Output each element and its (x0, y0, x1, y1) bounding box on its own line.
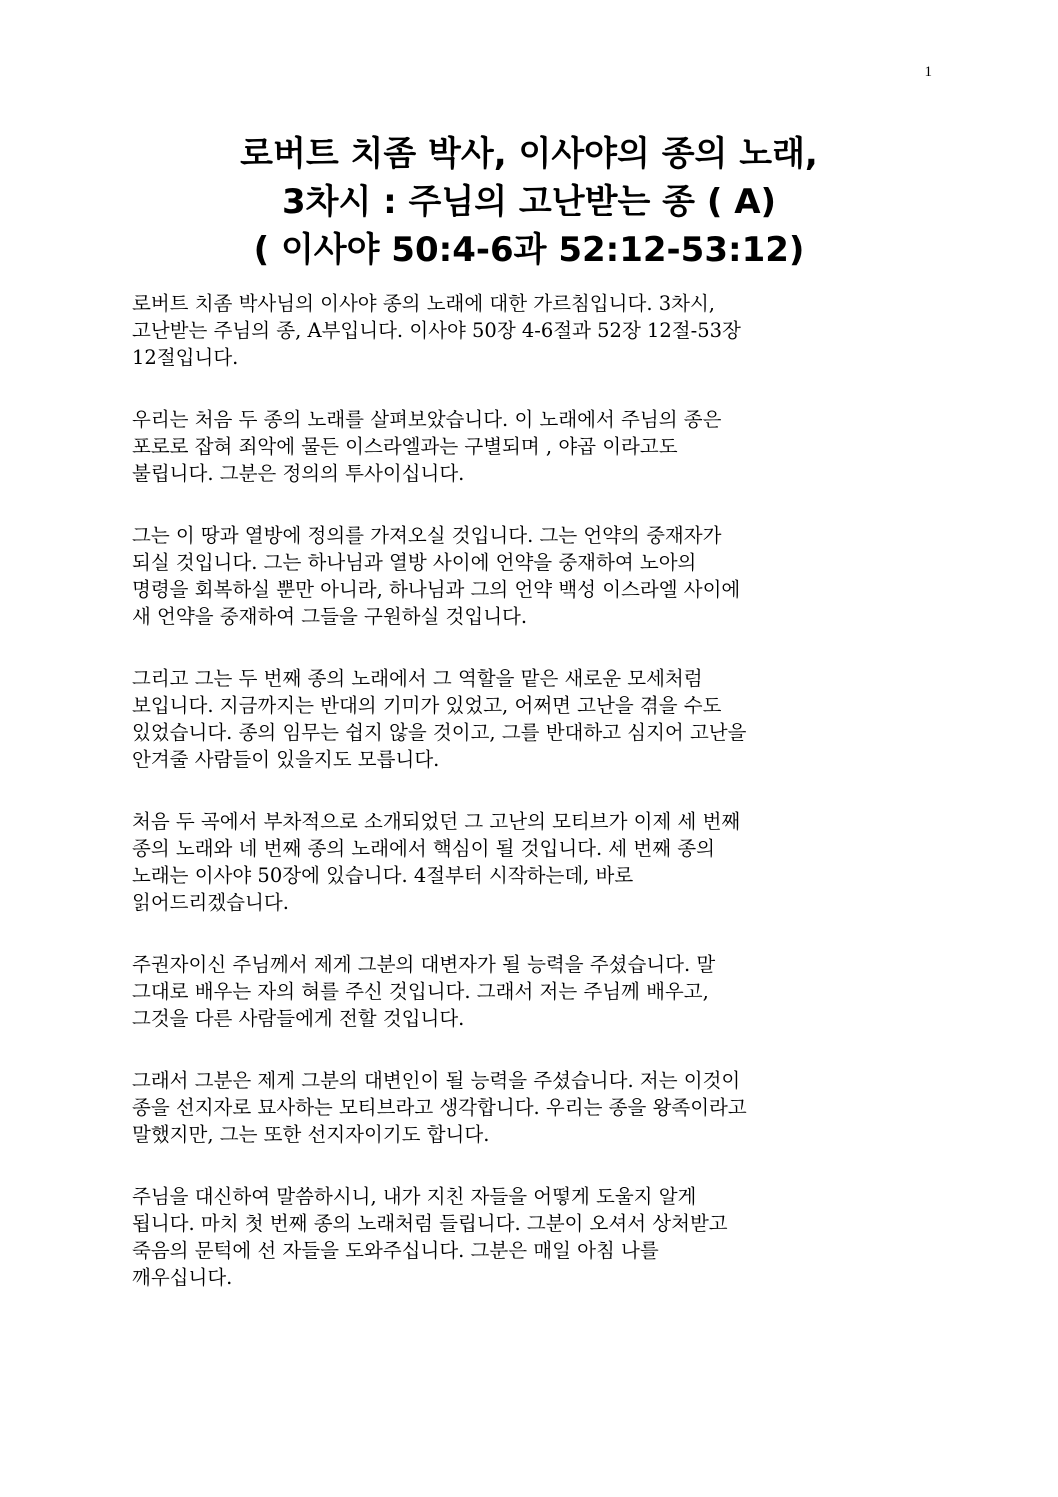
paragraph-line: 새 언약을 중재하여 그들을 구원하실 것입니다. (132, 605, 528, 628)
paragraph-line: 우리는 처음 두 종의 노래를 살펴보았습니다. 이 노래에서 주님의 종은 (132, 408, 722, 431)
paragraph-line: 노래는 이사야 50장에 있습니다. 4절부터 시작하는데, 바로 (132, 864, 634, 887)
paragraph-line: 그대로 배우는 자의 혀를 주신 것입니다. 그래서 저는 주님께 배우고, (132, 980, 709, 1003)
page-number: 1 (924, 64, 932, 80)
paragraph-line: 로버트 치좀 박사님의 이사야 종의 노래에 대한 가르침입니다. 3차시, (132, 292, 715, 315)
paragraph-7 (132, 1067, 932, 1148)
paragraph-line: 12절입니다. (132, 346, 239, 369)
paragraph-line: 그것을 다른 사람들에게 전할 것입니다. (132, 1007, 465, 1030)
paragraph-line: 있었습니다. 종의 임무는 쉽지 않을 것이고, 그를 반대하고 심지어 고난을 (132, 721, 747, 744)
paragraph-4 (132, 665, 932, 773)
paragraph-line: 안겨줄 사람들이 있을지도 모릅니다. (132, 748, 440, 771)
paragraph-line: 그는 이 땅과 열방에 정의를 가져오실 것입니다. 그는 언약의 중재자가 (132, 524, 722, 547)
paragraph-3 (132, 522, 932, 630)
paragraph-8 (132, 1183, 932, 1291)
paragraph-line: 되실 것입니다. 그는 하나님과 열방 사이에 언약을 중재하여 노아의 (132, 551, 697, 574)
paragraph-line: 말했지만, 그는 또한 선지자이기도 합니다. (132, 1123, 490, 1146)
paragraph-line: 그래서 그분은 제게 그분의 대변인이 될 능력을 주셨습니다. 저는 이것이 (132, 1069, 741, 1092)
paragraph-line: 읽어드리겠습니다. (132, 891, 289, 914)
paragraph-5 (132, 808, 932, 916)
document-body (132, 290, 932, 1326)
paragraph-line: 그리고 그는 두 번째 종의 노래에서 그 역할을 맡은 새로운 모세처럼 (132, 667, 703, 690)
paragraph-line: 깨우십니다. (132, 1266, 233, 1289)
paragraph-line: 종의 노래와 네 번째 종의 노래에서 핵심이 될 것입니다. 세 번째 종의 (132, 837, 715, 860)
paragraph-line: 불립니다. 그분은 정의의 투사이십니다. (132, 462, 465, 485)
title-line-3: ( 이사야 50:4-6과 52:12-53:12) (253, 230, 805, 270)
paragraph-line: 주권자이신 주님께서 제게 그분의 대변자가 될 능력을 주셨습니다. 말 (132, 953, 716, 976)
paragraph-6 (132, 951, 932, 1032)
paragraph-line: 명령을 회복하실 뿐만 아니라, 하나님과 그의 언약 백성 이스라엘 사이에 (132, 578, 741, 601)
paragraph-line: 고난받는 주님의 종, A부입니다. 이사야 50장 4-6절과 52장 12절-53장 (132, 319, 741, 342)
title-line-1: 로버트 치좀 박사, 이사야의 종의 노래, (240, 134, 818, 174)
paragraph-line: 종을 선지자로 묘사하는 모티브라고 생각합니다. 우리는 종을 왕족이라고 (132, 1096, 747, 1119)
paragraph-1 (132, 290, 932, 371)
document-title (100, 130, 958, 274)
paragraph-line: 됩니다. 마치 첫 번째 종의 노래처럼 들립니다. 그분이 오셔서 상처받고 (132, 1212, 728, 1235)
paragraph-2 (132, 406, 932, 487)
paragraph-line: 처음 두 곡에서 부차적으로 소개되었던 그 고난의 모티브가 이제 세 번째 (132, 810, 741, 833)
paragraph-line: 주님을 대신하여 말씀하시니, 내가 지친 자들을 어떻게 도울지 알게 (132, 1185, 697, 1208)
paragraph-line: 보입니다. 지금까지는 반대의 기미가 있었고, 어쩌면 고난을 겪을 수도 (132, 694, 722, 717)
paragraph-line: 죽음의 문턱에 선 자들을 도와주십니다. 그분은 매일 아침 나를 (132, 1239, 659, 1262)
paragraph-line: 포로로 잡혀 죄악에 물든 이스라엘과는 구별되며 , 야곱 이라고도 (132, 435, 678, 458)
title-line-2: 3차시 : 주님의 고난받는 종 ( A) (281, 182, 777, 222)
